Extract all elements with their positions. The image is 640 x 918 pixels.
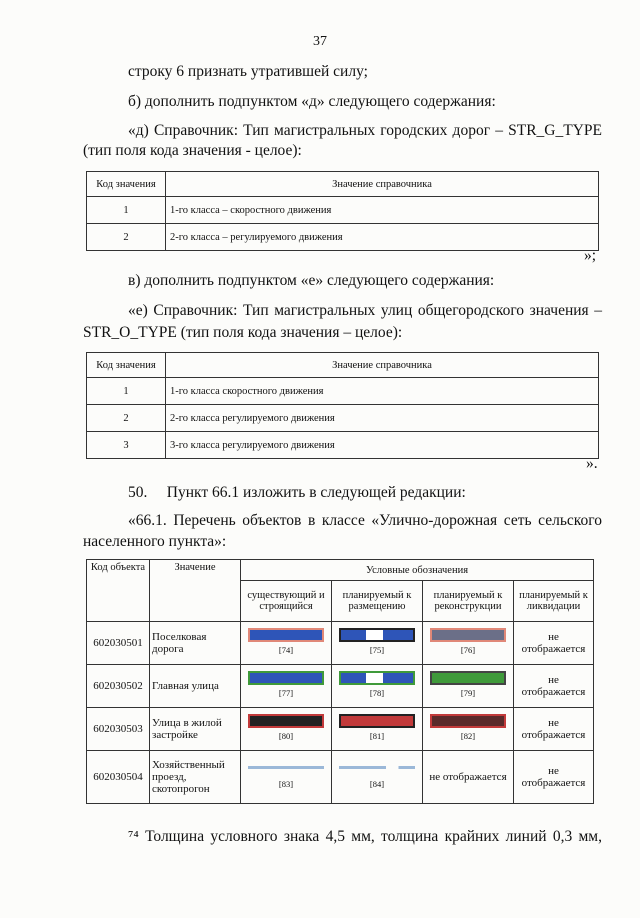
legend-symbol: [79] (424, 666, 512, 706)
legend-symbol: [78] (333, 666, 421, 706)
table-cell: не отображается (514, 751, 594, 804)
reference-table-1 (86, 171, 599, 251)
table-cell: 2 (87, 224, 166, 251)
table-cell: не отображается (514, 665, 594, 708)
table-cell: 602030502 (87, 665, 150, 708)
text-line: «е) Справочник: Тип магистральных улиц общегородского значения – (128, 302, 602, 319)
table-cell: 2-го класса – регулируемого движения (166, 224, 599, 251)
quote-end: »; (584, 247, 597, 264)
table-cell: Поселковая дорога (150, 622, 241, 665)
table-cell: не отображается (423, 751, 514, 804)
table-cell: 3-го класса регулируемого движения (166, 432, 599, 459)
table-header: планируемый к размещению (332, 581, 423, 622)
legend-symbol: [81] (333, 709, 421, 749)
table-header: существующий и строящийся (241, 581, 332, 622)
table-cell: 3 (87, 432, 166, 459)
legend-symbol: [83] (242, 757, 330, 797)
table-cell: 2-го класса регулируемого движения (166, 405, 599, 432)
legend-symbol: [75] (333, 623, 421, 663)
text-line: «66.1. Перечень объектов в классе «Улично-дорожная сеть сельского (128, 512, 602, 529)
table-header: Код значения (87, 172, 166, 197)
table-cell: 602030501 (87, 622, 150, 665)
legend-symbol: [80] (242, 709, 330, 749)
table-header: Значение справочника (166, 353, 599, 378)
table-header: планируемый к реконструкции (423, 581, 514, 622)
table-header: Код объекта (87, 560, 150, 622)
table-header: Значение справочника (166, 172, 599, 197)
table-cell: 1 (87, 378, 166, 405)
text-line: б) дополнить подпунктом «д» следующего содержания: (128, 93, 496, 110)
table-cell: Улица в жилой застройке (150, 708, 241, 751)
table-cell: 602030504 (87, 751, 150, 804)
table-header: Условные обозначения (241, 560, 594, 581)
table-header: планируемый к ликвидации (514, 581, 594, 622)
text-line: 50. Пункт 66.1 изложить в следующей редакции: (128, 484, 466, 501)
table-cell: Хозяйственный проезд, скотопрогон (150, 751, 241, 804)
legend-symbol: [82] (424, 709, 512, 749)
legend-symbol: [76] (424, 623, 512, 663)
table-cell: 2 (87, 405, 166, 432)
legend-symbol: [74] (242, 623, 330, 663)
text-line: «д) Справочник: Тип магистральных городских дорог – STR_G_TYPE (128, 122, 602, 139)
objects-table (86, 559, 594, 804)
table-cell: 602030503 (87, 708, 150, 751)
reference-table-2 (86, 352, 599, 459)
text-line: STR_O_TYPE (тип поля кода значения – целое): (83, 324, 403, 341)
text-line: в) дополнить подпунктом «е» следующего содержания: (128, 272, 495, 289)
table-cell: не отображается (514, 708, 594, 751)
text-line: населенного пункта»: (83, 533, 227, 550)
legend-symbol: [84] (333, 757, 421, 797)
text-line: (тип поля кода значения - целое): (83, 142, 302, 159)
table-cell: не отображается (514, 622, 594, 665)
table-cell: Главная улица (150, 665, 241, 708)
table-cell: 1 (87, 197, 166, 224)
table-cell: 1-го класса скоростного движения (166, 378, 599, 405)
footnote: ⁷⁴ Толщина условного знака 4,5 мм, толщина крайних линий 0,3 мм, (128, 828, 602, 845)
quote-end: ». (586, 455, 598, 472)
page-number: 37 (313, 34, 327, 49)
table-header: Значение (150, 560, 241, 622)
table-header: Код значения (87, 353, 166, 378)
table-cell: 1-го класса – скоростного движения (166, 197, 599, 224)
legend-symbol: [77] (242, 666, 330, 706)
text-line: строку 6 признать утратившей силу; (128, 63, 368, 80)
